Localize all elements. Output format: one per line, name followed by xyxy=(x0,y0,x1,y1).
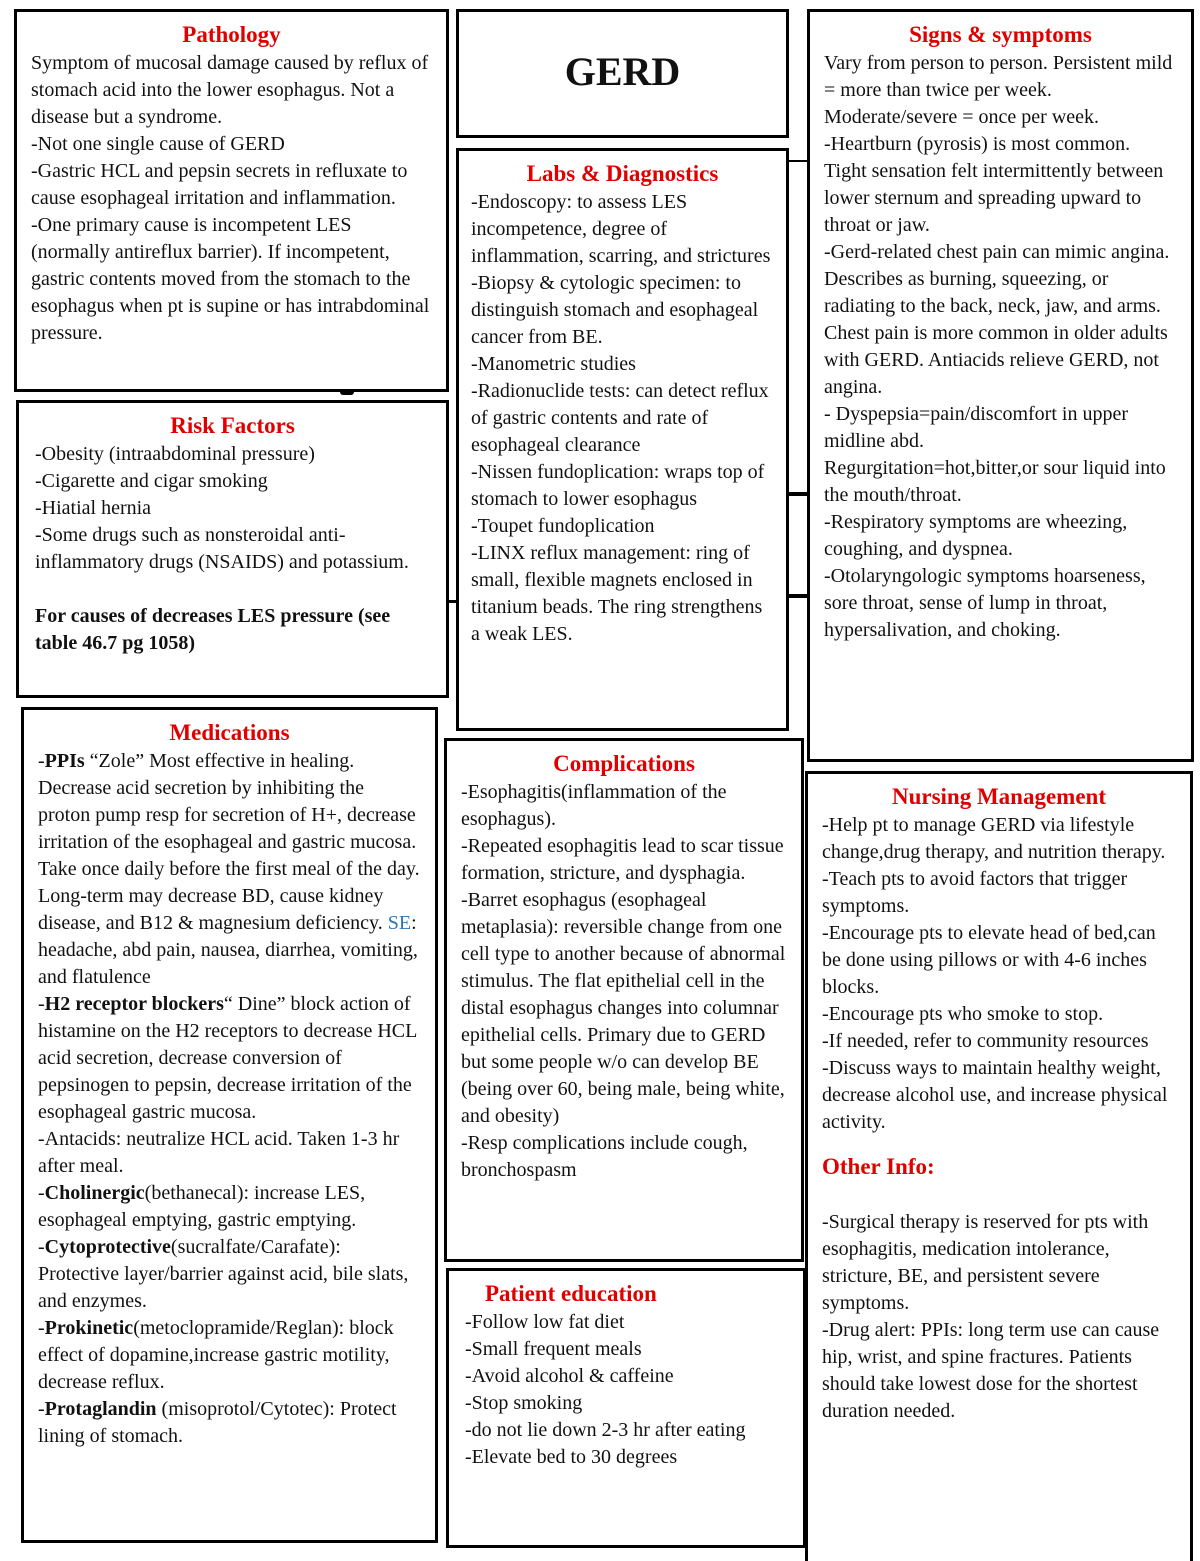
patient-education-body xyxy=(465,1309,787,1471)
signs-line: -Gerd-related chest pain can mimic angina. Describes as burning, squeezing, or radiating to the back, neck, jaw, and arms. Chest pain is more common in older adults with GERD. Antiacids relieve GERD, not angina. xyxy=(824,241,1170,398)
nursing-line: -Encourage pts who smoke to stop. xyxy=(822,1003,1104,1025)
med-cytoprotective: -Cytoprotective(sucralfate/Carafate): Protective layer/barrier against acid, bile slats, and enzymes. xyxy=(38,1236,409,1312)
labs-title: Labs & Diagnostics xyxy=(526,161,719,186)
signs-line: - Dyspepsia=pain/discomfort in upper midline abd. xyxy=(824,403,1128,452)
complication-line: -Resp complications include cough, bronchospasm xyxy=(461,1132,748,1181)
signs-box xyxy=(807,9,1194,762)
page-title: GERD xyxy=(564,49,681,94)
education-line: -Stop smoking xyxy=(465,1392,583,1414)
med-h2: -H2 receptor blockers“ Dine” block action of histamine on the H2 receptors to decrease HCL acid secretion, decrease conversion of pepsinogen to pepsin, decrease irritation of the esophageal gastric mucosa. xyxy=(38,993,417,1123)
med-prokinetic: -Prokinetic(metoclopramide/Reglan): block effect of dopamine,increase gastric motility, decrease reflux. xyxy=(38,1317,394,1393)
medications-title: Medications xyxy=(169,720,290,745)
signs-line: -Heartburn (pyrosis) is most common. Tight sensation felt intermittently between lower sternum and spreading upward to throat or jaw. xyxy=(824,133,1164,236)
med-ppi-se-text: : headache, abd pain, nausea, diarrhea, vomiting, and flatulence xyxy=(38,912,418,988)
nursing-line: -Teach pts to avoid factors that trigger symptoms. xyxy=(822,868,1128,917)
med-ppi-text: “Zole” Most effective in healing. Decrease acid secretion by inhibiting the proton pump resp for secretion of H+, decrease irritation of the esophageal and gastric mucosa. Take once daily before the first meal of the day. Long-term may decrease BD, cause kidney disease, and B12 & magnesium deficiency. xyxy=(38,750,420,934)
med-prokinetic-text: (metoclopramide/Reglan): block effect of dopamine,increase gastric motility, decrease reflux. xyxy=(38,1317,394,1393)
pathology-body xyxy=(31,50,432,347)
labs-line: -Radionuclide tests: can detect reflux of gastric contents and rate of esophageal clearance xyxy=(471,380,769,456)
labs-line: -LINX reflux management: ring of small, flexible magnets enclosed in titanium beads. The ring strengthens a weak LES. xyxy=(471,542,763,645)
med-antacids: -Antacids: neutralize HCL acid. Taken 1-3 hr after meal. xyxy=(38,1128,400,1177)
complications-title: Complications xyxy=(553,751,695,776)
complication-line: -Barret esophagus (esophageal metaplasia): reversible change from one cell type to another because of abnormal stimulus. The flat epithelial cell in the distal esophagus changes into columnar epithelial cells. Primary due to GERD but some people w/o can develop BE (being over 60, being male, being white, and obesity) xyxy=(461,889,786,1127)
med-cholinergic-name: Cholinergic xyxy=(44,1182,145,1204)
nursing-line: -Encourage pts to elevate head of bed,can be done using pillows or with 4-6 inches blocks. xyxy=(822,922,1156,998)
signs-title: Signs & symptoms xyxy=(909,22,1092,47)
nursing-line: -Discuss ways to maintain healthy weight, decrease alcohol use, and increase physical activity. xyxy=(822,1057,1168,1133)
risk-line: -Obesity (intraabdominal pressure) xyxy=(35,443,315,465)
med-cholinergic: -Cholinergic(bethanecal): increase LES, esophageal emptying, gastric emptying. xyxy=(38,1182,366,1231)
patient-education-title: Patient education xyxy=(485,1281,657,1306)
med-prokinetic-name: Prokinetic xyxy=(44,1317,134,1339)
signs-line: Regurgitation=hot,bitter,or sour liquid into the mouth/throat. xyxy=(824,457,1166,506)
labs-box xyxy=(456,148,789,731)
med-cholinergic-text: (bethanecal): increase LES, esophageal emptying, gastric emptying. xyxy=(38,1182,366,1231)
nursing-line: -Help pt to manage GERD via lifestyle change,drug therapy, and nutrition therapy. xyxy=(822,814,1166,863)
signs-line: Vary from person to person. Persistent mild = more than twice per week. Moderate/severe = once per week. xyxy=(824,52,1173,128)
signs-line: -Respiratory symptoms are wheezing, coughing, and dyspnea. xyxy=(824,511,1128,560)
education-line: -Avoid alcohol & caffeine xyxy=(465,1365,674,1387)
medications-body xyxy=(38,748,421,1450)
pathology-title: Pathology xyxy=(182,22,281,47)
pathology-line: -Gastric HCL and pepsin secrets in refluxate to cause esophageal irritation and inflammation. xyxy=(31,160,408,209)
education-line: -do not lie down 2-3 hr after eating xyxy=(465,1419,746,1441)
risk-note: For causes of decreases LES pressure (see table 46.7 pg 1058) xyxy=(35,605,391,654)
complication-line: -Esophagitis(inflammation of the esophagus). xyxy=(461,781,727,830)
risk-factors-title: Risk Factors xyxy=(170,413,295,438)
med-cyto-name: Cytoprotective xyxy=(44,1236,171,1258)
other-info-line: -Drug alert: PPIs: long term use can cause hip, wrist, and spine fractures. Patients should take lowest dose for the shortest duration needed. xyxy=(822,1319,1160,1422)
med-prostaglandin-text: (misoprotol/Cytotec): Protect lining of stomach. xyxy=(38,1398,397,1447)
pathology-line: -Not one single cause of GERD xyxy=(31,133,285,155)
labs-line: -Toupet fundoplication xyxy=(471,515,655,537)
connector-line xyxy=(787,594,809,598)
nursing-title: Nursing Management xyxy=(891,784,1107,809)
nursing-body xyxy=(822,812,1176,1425)
pathology-line: -One primary cause is incompetent LES (normally antireflux barrier). If incompetent, gastric contents moved from the stomach to the esophagus when pt is supine or has intrabdominal pressure. xyxy=(31,214,430,344)
labs-line: -Manometric studies xyxy=(471,353,636,375)
main-title-box xyxy=(456,9,789,138)
risk-line: -Some drugs such as nonsteroidal anti-inflammatory drugs (NSAIDS) and potassium. xyxy=(35,524,409,573)
risk-factors-box xyxy=(16,400,449,698)
risk-factors-body xyxy=(35,441,430,657)
connector-line xyxy=(787,160,809,162)
complications-box xyxy=(444,738,804,1262)
risk-line: -Cigarette and cigar smoking xyxy=(35,470,268,492)
labs-line: -Endoscopy: to assess LES incompetence, degree of inflammation, scarring, and strictures xyxy=(471,191,771,267)
education-line: -Small frequent meals xyxy=(465,1338,642,1360)
medications-box xyxy=(21,707,438,1543)
other-info-title: Other Info: xyxy=(822,1154,935,1179)
med-ppi-se-label: SE xyxy=(387,912,412,934)
med-ppi-name: PPIs xyxy=(44,750,85,772)
signs-body xyxy=(824,50,1177,644)
pathology-line: Symptom of mucosal damage caused by reflux of stomach acid into the lower esophagus. Not a disease but a syndrome. xyxy=(31,52,429,128)
education-line: -Elevate bed to 30 degrees xyxy=(465,1446,678,1468)
education-line: -Follow low fat diet xyxy=(465,1311,625,1333)
risk-line: -Hiatial hernia xyxy=(35,497,152,519)
med-h2-name: H2 receptor blockers xyxy=(44,993,224,1015)
signs-line: -Otolaryngologic symptoms hoarseness, sore throat, sense of lump in throat, hypersalivation, and choking. xyxy=(824,565,1146,641)
complication-line: -Repeated esophagitis lead to scar tissue formation, stricture, and dysphagia. xyxy=(461,835,784,884)
med-prostaglandin-name: Protaglandin xyxy=(44,1398,157,1420)
labs-body xyxy=(471,189,774,648)
labs-line: -Biopsy & cytologic specimen: to distinguish stomach and esophageal cancer from BE. xyxy=(471,272,759,348)
nursing-box xyxy=(805,771,1193,1561)
med-ppi: -PPIs “Zole” Most effective in healing. Decrease acid secretion by inhibiting the proton pump resp for secretion of H+, decrease irritation of the esophageal and gastric mucosa. Take once daily before the first meal of the day. Long-term may decrease BD, cause kidney disease, and B12 & magnesium deficiency. SE: headache, abd pain, nausea, diarrhea, vomiting, and flatulence xyxy=(38,750,420,988)
pathology-box xyxy=(14,9,449,392)
labs-line: -Nissen fundoplication: wraps top of stomach to lower esophagus xyxy=(471,461,765,510)
patient-education-box xyxy=(446,1268,806,1548)
med-h2-text: “ Dine” block action of histamine on the H2 receptors to decrease HCL acid secretion, decrease conversion of pepsinogen to pepsin, decrease irritation of the esophageal gastric mucosa. xyxy=(38,993,417,1123)
connector-line xyxy=(787,492,809,496)
med-cyto-text: (sucralfate/Carafate): Protective layer/barrier against acid, bile slats, and enzymes. xyxy=(38,1236,409,1312)
med-prostaglandin: -Protaglandin (misoprotol/Cytotec): Protect lining of stomach. xyxy=(38,1398,397,1447)
nursing-line: -If needed, refer to community resources xyxy=(822,1030,1149,1052)
complications-body xyxy=(461,779,787,1184)
other-info-line: -Surgical therapy is reserved for pts with esophagitis, medication intolerance, stricture, BE, and persistent severe symptoms. xyxy=(822,1211,1149,1314)
